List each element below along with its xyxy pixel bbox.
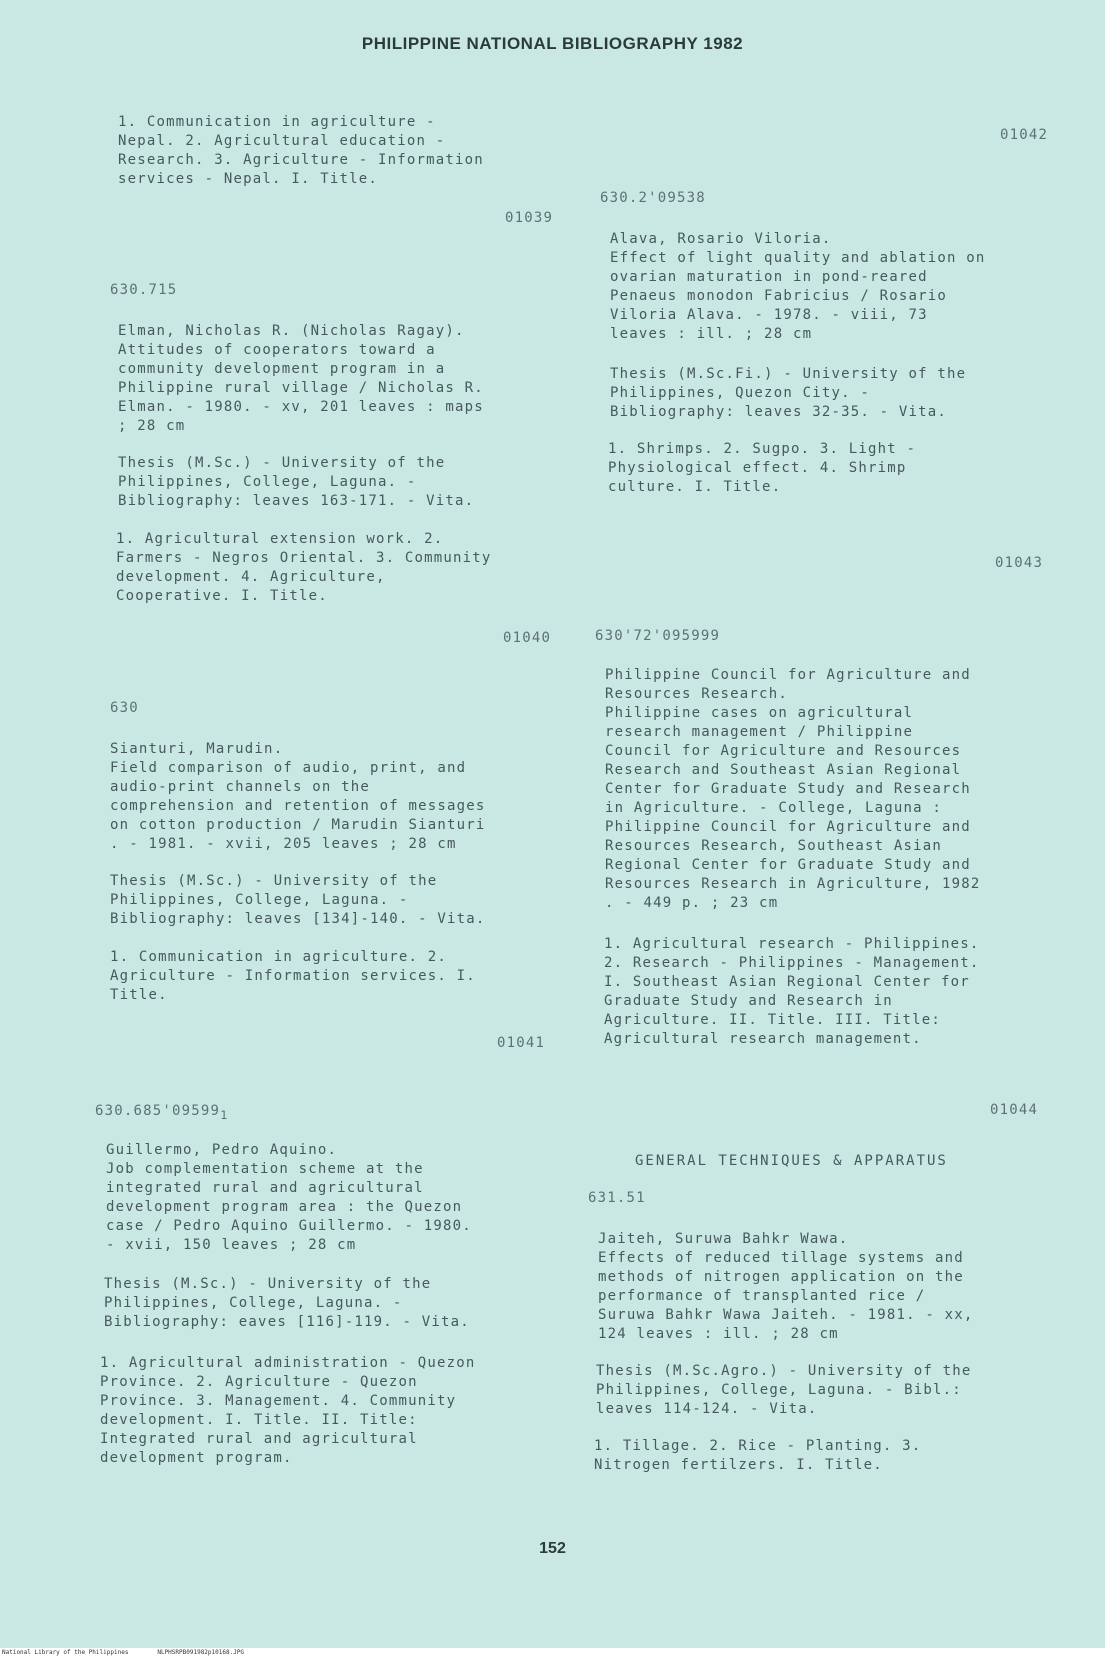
file-name: NLPHSRPB091982p10168.JPG: [157, 1649, 245, 1656]
entry-body: Alava, Rosario Viloria. Effect of light quality and ablation on ovarian maturation in pond-reared Penaeus monodon Fabricius / Rosario Viloria Alava. - 1978. - viii, 73 leaves : ill. ; 28 cm: [610, 231, 986, 342]
entry-body: Guillermo, Pedro Aquino. Job complementation scheme at the integrated rural and agricultural development program area : the Quezon case / Pedro Aquino Guillermo. - 1980. - xvii, 150 leaves ; 28 cm: [106, 1142, 472, 1253]
classification-number: 630'72'095999: [595, 628, 721, 644]
classification-subscript: 1: [220, 1107, 229, 1122]
entry-body: Jaiteh, Suruwa Bahkr Wawa. Effects of reduced tillage systems and methods of nitrogen application on the performance of transplanted rice / Suruwa Bahkr Wawa Jaiteh. - 1981. - xx, 124 leaves : ill. ; 28 cm: [598, 1231, 974, 1342]
page-number: 152: [539, 1540, 566, 1557]
section-heading: GENERAL TECHNIQUES & APPARATUS: [635, 1153, 948, 1169]
entry-subjects: 1. Communication in agriculture - Nepal. 2. Agricultural education - Research. 3. Agriculture - Information services - Nepal. I. Title.: [118, 114, 484, 187]
entry-thesis-note: Thesis (M.Sc.) - University of the Philippines, College, Laguna. - Bibliography: leaves 163-171. - Vita.: [118, 455, 475, 509]
entry-thesis-note: Thesis (M.Sc.Fi.) - University of the Philippines, Quezon City. - Bibliography: leaves 32-35. - Vita.: [610, 366, 967, 420]
entry-subjects: 1. Shrimps. 2. Sugpo. 3. Light - Physiological effect. 4. Shrimp culture. I. Title.: [608, 441, 917, 495]
entry-thesis-note: Thesis (M.Sc.) - University of the Philippines, College, Laguna. - Bibliography: eaves [116]-119. - Vita.: [104, 1276, 470, 1330]
library-credit: National Library of the Philippines: [2, 1649, 129, 1656]
entry-subjects: 1. Communication in agriculture. 2. Agriculture - Information services. I. Title.: [110, 949, 476, 1003]
classification-number: 630.2'09538: [600, 190, 706, 206]
page-title: PHILIPPINE NATIONAL BIBLIOGRAPHY 1982: [361, 34, 744, 53]
entry-body: Elman, Nicholas R. (Nicholas Ragay). Attitudes of cooperators toward a community development program in a Philippine rural village / Nicholas R. Elman. - 1980. - xv, 201 leaves : maps ; 28 cm: [118, 323, 484, 434]
classification-main: 630.685'09599: [95, 1103, 221, 1119]
classification-number: 630: [110, 700, 139, 716]
entry-subjects: 1. Tillage. 2. Rice - Planting. 3. Nitrogen fertilzers. I. Title.: [594, 1438, 922, 1473]
entry-number: 01041: [497, 1035, 546, 1051]
entry-body: Sianturi, Marudin. Field comparison of audio, print, and audio-print channels on the comprehension and retention of messages on cotton production / Marudin Sianturi . - 1981. - xvii, 205 leaves ; 28 cm: [110, 741, 486, 852]
scan-footer-text: [2, 1649, 244, 1656]
classification-number: 630.715: [110, 282, 178, 298]
entry-thesis-note: Thesis (M.Sc.) - University of the Philippines, College, Laguna. - Bibliography: leaves [134]-140. - Vita.: [110, 873, 486, 927]
classification-number: 631.51: [588, 1190, 646, 1206]
entry-subjects: 1. Agricultural research - Philippines. 2. Research - Philippines - Management. I. Southeast Asian Regional Center for Graduate Study and Research in Agriculture. II. Title. III. Title: Agricultural research management.: [604, 936, 980, 1047]
entry-thesis-note: Thesis (M.Sc.Agro.) - University of the Philippines, College, Laguna. - Bibl.: leaves 114-124. - Vita.: [596, 1363, 972, 1417]
entry-subjects: 1. Agricultural administration - Quezon Province. 2. Agriculture - Quezon Province. 3. Management. 4. Community development. I. Title. II. Title: Integrated rural and agricultural development program.: [100, 1355, 476, 1466]
entry-number: 01044: [990, 1102, 1039, 1118]
entry-number: 01040: [503, 630, 552, 646]
entry-body: Philippine Council for Agriculture and Resources Research. Philippine cases on agricultural research management / Philippine Council for Agriculture and Resources Research and Southeast Asian Regional Center for Graduate Study and Research in Agriculture. - College, Laguna : Philippine Council for Agriculture and Resources Research, Southeast Asian Regional Center for Graduate Study and Resources Research in Agriculture, 1982 . - 449 p. ; 23 cm: [605, 667, 981, 911]
entry-number: 01042: [1000, 127, 1049, 143]
classification-number: [95, 1103, 228, 1122]
entry-number: 01039: [505, 210, 554, 226]
entry-number: 01043: [995, 555, 1044, 571]
entry-subjects: 1. Agricultural extension work. 2. Farmers - Negros Oriental. 3. Community development. 4. Agriculture, Cooperative. I. Title.: [116, 531, 492, 604]
